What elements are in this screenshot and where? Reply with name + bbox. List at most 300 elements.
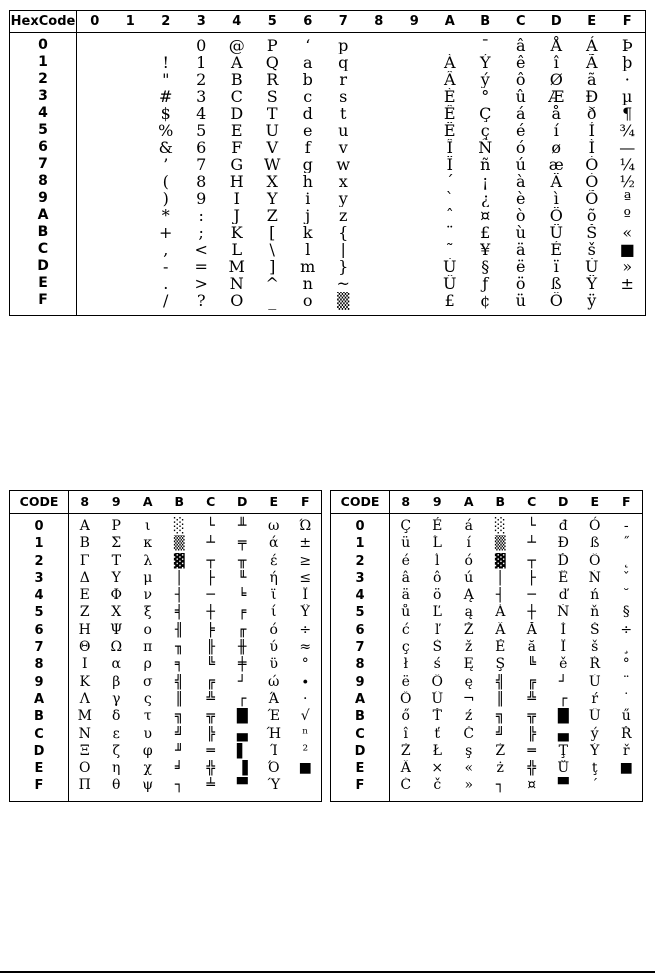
char-cell	[397, 292, 433, 316]
char-cell: Ÿ	[586, 275, 598, 292]
char-cell: ì	[553, 190, 559, 207]
char-cell	[113, 71, 149, 88]
char-cell: ▀	[557, 777, 569, 794]
char-cell: ł	[403, 656, 409, 673]
char-cell: Ż	[495, 742, 506, 759]
char-cell: ó	[515, 139, 526, 156]
char-cell: ť	[434, 725, 441, 742]
char-cell: Ô	[589, 552, 601, 569]
char-cell: ╬	[527, 760, 536, 777]
charset-table-top	[9, 10, 646, 316]
row-header: 3	[10, 570, 69, 587]
char-cell: J	[233, 207, 240, 224]
char-cell: š	[591, 639, 599, 656]
char-cell: ╘	[238, 587, 247, 604]
char-cell: °	[301, 656, 309, 673]
char-cell: α	[111, 656, 121, 673]
char-cell: —	[619, 139, 636, 156]
char-cell	[113, 156, 149, 173]
char-cell: ╔	[206, 673, 215, 690]
column-header: C	[516, 491, 548, 514]
char-cell: ‘	[305, 36, 311, 54]
char-cell: f	[304, 139, 311, 156]
table-row	[331, 639, 643, 656]
char-cell: @	[228, 36, 245, 54]
char-cell: Μ	[77, 708, 92, 725]
table-row	[331, 777, 643, 801]
char-cell: y	[338, 190, 348, 207]
char-cell: ƒ	[482, 275, 489, 292]
char-cell: ÿ	[587, 292, 597, 310]
char-cell: Ą	[463, 587, 474, 604]
char-cell: Ľ	[432, 604, 442, 621]
char-cell: Ä	[550, 173, 563, 190]
char-cell: P	[266, 36, 278, 54]
char-cell: ´	[591, 777, 599, 794]
table-row	[10, 691, 322, 708]
row-header: 9	[10, 190, 77, 207]
char-cell	[361, 88, 397, 105]
column-header: 3	[184, 11, 220, 33]
char-cell: ß	[590, 535, 600, 552]
row-header: 7	[10, 639, 69, 656]
table-row	[331, 587, 643, 604]
char-cell: ι	[145, 518, 151, 534]
row-header: 4	[331, 587, 390, 604]
char-cell: ╩	[527, 690, 536, 707]
table-row	[10, 535, 322, 552]
char-cell: }	[338, 258, 349, 275]
char-cell: ╚	[527, 656, 536, 673]
table-row	[331, 674, 643, 691]
row-header: 1	[10, 535, 69, 552]
char-cell: Ç	[400, 518, 412, 534]
char-cell	[361, 139, 397, 156]
char-cell: ═	[206, 742, 215, 759]
char-cell: ╞	[206, 621, 215, 638]
char-cell: ▒	[173, 535, 185, 552]
column-header: E	[258, 491, 290, 514]
char-cell	[77, 224, 113, 241]
char-cell: A	[230, 54, 243, 71]
char-cell: µ	[622, 88, 633, 105]
char-cell: ▄	[557, 725, 569, 742]
char-cell: r	[339, 71, 348, 88]
char-cell: Η	[78, 621, 91, 638]
char-cell: :	[198, 207, 204, 224]
char-cell	[113, 190, 149, 207]
char-cell: +	[159, 224, 173, 241]
char-cell: Π	[78, 777, 91, 794]
char-cell: t	[340, 105, 347, 122]
char-cell: ⁿ	[302, 725, 309, 742]
char-cell: ┐	[496, 777, 505, 794]
table-row	[10, 207, 646, 224]
char-cell	[113, 207, 149, 224]
char-cell: §	[622, 604, 630, 621]
char-cell: ú	[515, 156, 526, 173]
char-cell	[77, 33, 113, 55]
char-cell: ×	[431, 760, 444, 777]
char-cell: ≤	[299, 569, 312, 586]
char-cell: Ö	[549, 207, 563, 224]
char-cell: Ň	[557, 604, 570, 621]
column-header: B	[164, 491, 196, 514]
char-cell: «	[622, 224, 633, 241]
char-cell	[361, 71, 397, 88]
char-cell	[77, 71, 113, 88]
column-header: 4	[219, 11, 255, 33]
column-header: A	[432, 11, 468, 33]
char-cell: È	[443, 88, 456, 105]
row-header: D	[10, 258, 77, 275]
char-cell: ź	[465, 708, 473, 725]
char-cell: ĺ	[435, 552, 440, 569]
char-cell: Χ	[111, 604, 122, 621]
row-header: 4	[10, 587, 69, 604]
char-cell: G	[230, 156, 244, 173]
char-cell: ´	[445, 173, 454, 190]
char-cell: Ü	[431, 690, 444, 707]
table-row	[10, 190, 646, 207]
char-cell: £	[444, 292, 455, 310]
char-cell: é	[516, 122, 526, 139]
table-row	[331, 726, 643, 743]
char-cell: 5	[196, 122, 207, 139]
char-cell: ┌	[238, 690, 247, 707]
char-cell: W	[264, 156, 281, 173]
char-cell: ▓	[494, 552, 506, 569]
char-cell	[77, 292, 113, 316]
row-header: C	[331, 726, 390, 743]
char-cell: |	[340, 241, 346, 258]
row-header: 5	[331, 604, 390, 621]
char-cell	[113, 173, 149, 190]
char-cell: ˘	[622, 587, 630, 604]
char-cell: ┬	[527, 552, 536, 569]
char-cell: K	[230, 224, 243, 241]
char-cell: U	[265, 122, 279, 139]
char-cell	[113, 292, 149, 316]
row-header: 6	[10, 622, 69, 639]
char-cell: ▒	[494, 535, 506, 552]
char-cell: þ	[622, 54, 633, 71]
char-cell: Ń	[588, 569, 601, 586]
char-cell	[397, 88, 433, 105]
char-cell	[361, 156, 397, 173]
char-cell: ί	[271, 604, 277, 621]
table-row	[10, 258, 646, 275]
char-cell: ρ	[143, 656, 152, 673]
char-cell: Ă	[526, 621, 537, 638]
char-cell: ο	[143, 621, 152, 638]
table-row	[331, 570, 643, 587]
char-cell: Č	[463, 725, 475, 742]
char-cell: ¤	[527, 777, 537, 794]
char-cell: b	[302, 71, 313, 88]
char-cell: Ά	[268, 690, 279, 707]
char-cell: `	[445, 190, 454, 207]
column-header: D	[227, 491, 259, 514]
char-cell	[361, 207, 397, 224]
char-cell: Τ	[111, 552, 121, 569]
column-header: A	[453, 491, 485, 514]
char-cell: ░	[494, 518, 506, 534]
char-cell: ¿	[480, 190, 490, 207]
char-cell	[77, 258, 113, 275]
char-cell: ő	[401, 708, 410, 725]
char-cell: "	[162, 71, 170, 88]
row-header: 8	[331, 656, 390, 673]
char-cell	[77, 156, 113, 173]
char-cell: ,	[163, 241, 169, 258]
char-cell: ý	[480, 71, 490, 88]
table-row	[10, 139, 646, 156]
column-header: 8	[390, 491, 422, 514]
char-cell: ═	[527, 742, 536, 759]
char-cell: █	[236, 708, 248, 725]
char-cell: 2	[196, 71, 207, 88]
char-cell: ≈	[299, 639, 312, 656]
char-cell: <	[194, 241, 208, 258]
char-cell: Â	[443, 71, 456, 88]
column-header: 5	[255, 11, 291, 33]
char-cell: Ó	[585, 156, 599, 173]
char-cell: M	[228, 258, 245, 275]
char-cell: ½	[619, 173, 635, 190]
char-cell: φ	[142, 742, 153, 759]
row-header: 2	[10, 553, 69, 570]
char-cell: 4	[196, 105, 207, 122]
char-cell	[610, 292, 646, 316]
char-cell	[77, 54, 113, 71]
char-cell: ů	[401, 604, 411, 621]
char-cell: Ł	[432, 742, 442, 759]
char-cell: ú	[464, 569, 474, 586]
char-cell: 7	[196, 156, 207, 173]
char-cell: ■	[619, 241, 635, 258]
char-cell	[77, 105, 113, 122]
char-cell: Ψ	[110, 621, 123, 638]
char-cell: Ę	[463, 656, 474, 673]
char-cell: /	[163, 292, 169, 310]
char-cell	[397, 105, 433, 122]
char-cell: Ι	[81, 656, 88, 673]
row-header: 9	[10, 674, 69, 691]
char-cell: Å	[550, 36, 563, 54]
char-cell: 9	[196, 190, 207, 207]
char-cell: ░	[173, 518, 185, 534]
char-cell	[397, 156, 433, 173]
char-cell: ν	[143, 587, 152, 604]
char-cell: °	[622, 656, 630, 673]
char-cell	[397, 224, 433, 241]
char-cell: 1	[196, 54, 207, 71]
char-cell: š	[587, 241, 596, 258]
column-header: C	[503, 11, 539, 33]
char-cell: R	[266, 71, 279, 88]
row-header: 1	[331, 535, 390, 552]
char-cell: δ	[112, 708, 121, 725]
char-cell: Ø	[549, 71, 563, 88]
char-cell: m	[300, 258, 316, 275]
char-cell	[290, 777, 322, 801]
char-cell: Ü	[549, 224, 563, 241]
char-cell	[77, 241, 113, 258]
row-header: D	[10, 743, 69, 760]
char-cell: Ί	[269, 742, 278, 759]
char-cell: Ύ	[267, 777, 281, 794]
char-cell: w	[336, 156, 351, 173]
char-cell: γ	[112, 690, 121, 707]
char-cell: ü	[401, 535, 411, 552]
table-row	[10, 622, 322, 639]
char-cell: ö	[515, 275, 526, 292]
char-cell: í	[466, 535, 471, 552]
char-cell: └	[206, 518, 215, 534]
char-cell: T	[266, 105, 278, 122]
char-cell: Í	[560, 621, 567, 638]
table-row	[10, 156, 646, 173]
char-cell: Β	[79, 535, 90, 552]
char-cell: N	[229, 275, 244, 292]
char-cell: î	[553, 54, 559, 71]
char-cell: Ř	[620, 725, 632, 742]
row-header: F	[331, 777, 390, 801]
table-row	[10, 570, 322, 587]
char-cell: ╗	[175, 708, 184, 725]
char-cell	[432, 33, 468, 55]
char-cell: É	[550, 241, 563, 258]
column-header: 0	[77, 11, 113, 33]
char-cell: v	[338, 139, 348, 156]
char-cell	[77, 173, 113, 190]
char-cell: Φ	[110, 587, 122, 604]
char-cell	[361, 105, 397, 122]
char-cell: -	[163, 258, 169, 275]
row-header: 8	[10, 656, 69, 673]
column-header: 9	[422, 491, 454, 514]
row-header: 4	[10, 105, 77, 122]
char-cell: Ώ	[299, 518, 312, 534]
char-cell: Ρ	[111, 518, 121, 534]
row-header: C	[10, 241, 77, 258]
char-cell: ć	[401, 621, 410, 638]
char-cell: Έ	[267, 708, 281, 725]
char-cell: ╦	[206, 708, 215, 725]
char-cell: ű	[621, 708, 631, 725]
table-row	[10, 241, 646, 258]
char-cell: =	[194, 258, 208, 275]
char-cell: ║	[175, 690, 184, 707]
table-row	[331, 514, 643, 536]
char-cell: ╫	[238, 639, 247, 656]
row-header: F	[10, 292, 77, 316]
char-cell: ■	[298, 760, 312, 777]
char-cell	[361, 190, 397, 207]
char-cell: j	[305, 207, 311, 224]
char-cell: d	[302, 105, 313, 122]
char-cell: Â	[495, 621, 506, 638]
table-row	[10, 292, 646, 316]
char-cell: ╪	[238, 656, 247, 673]
char-cell: Ë	[443, 122, 456, 139]
char-cell: Ö	[431, 673, 443, 690]
row-header: 5	[10, 122, 77, 139]
char-cell: ?	[196, 292, 206, 310]
char-cell: \	[269, 241, 275, 258]
char-cell: ║	[496, 690, 505, 707]
char-cell: ¨	[622, 673, 630, 690]
table-row	[10, 743, 322, 760]
char-cell: č	[433, 777, 442, 794]
char-cell	[397, 207, 433, 224]
char-cell: é	[401, 552, 410, 569]
char-cell: π	[143, 639, 153, 656]
char-cell: ·	[303, 690, 308, 707]
char-cell: ▓	[173, 552, 185, 569]
row-header: 1	[10, 54, 77, 71]
char-cell: ┼	[527, 604, 536, 621]
char-cell: 3	[196, 88, 207, 105]
char-cell: ζ	[112, 742, 121, 759]
column-header: D	[548, 491, 580, 514]
char-cell: └	[527, 518, 536, 534]
row-header: E	[10, 275, 77, 292]
char-cell: !	[162, 54, 169, 71]
char-cell: ¾	[619, 122, 635, 139]
char-cell: ύ	[269, 639, 278, 656]
table-row	[331, 708, 643, 725]
char-cell: ż	[496, 760, 504, 777]
left-table-header-row	[10, 491, 322, 514]
char-cell: Ñ	[478, 139, 493, 156]
char-cell: Á	[585, 36, 598, 54]
char-cell	[361, 292, 397, 316]
char-cell: Ϊ	[302, 587, 309, 604]
char-cell: Æ	[548, 88, 565, 105]
char-cell	[77, 207, 113, 224]
char-cell: ή	[269, 569, 278, 586]
char-cell: à	[515, 173, 526, 190]
table-row	[331, 622, 643, 639]
table-row	[10, 726, 322, 743]
char-cell: ┤	[175, 587, 184, 604]
char-cell: ô	[515, 71, 526, 88]
char-cell	[113, 258, 149, 275]
table-row	[331, 691, 643, 708]
char-cell: #	[159, 88, 173, 105]
table-row	[10, 656, 322, 673]
char-cell: i	[305, 190, 311, 207]
char-cell	[361, 258, 397, 275]
char-cell: ▀	[236, 777, 248, 794]
char-cell: k	[302, 224, 313, 241]
char-cell: è	[516, 190, 526, 207]
char-cell: ╠	[206, 725, 215, 742]
char-cell: L	[231, 241, 243, 258]
char-cell: ω	[268, 518, 280, 534]
char-cell: ß	[550, 275, 562, 292]
char-cell: ò	[515, 207, 526, 224]
char-cell: Ó	[589, 518, 601, 534]
char-cell: ┼	[206, 604, 215, 621]
char-cell: ό	[269, 621, 278, 638]
char-cell: ╓	[238, 621, 247, 638]
char-cell: Ź	[400, 742, 411, 759]
column-header: B	[468, 11, 504, 33]
char-cell: ╕	[175, 656, 184, 673]
